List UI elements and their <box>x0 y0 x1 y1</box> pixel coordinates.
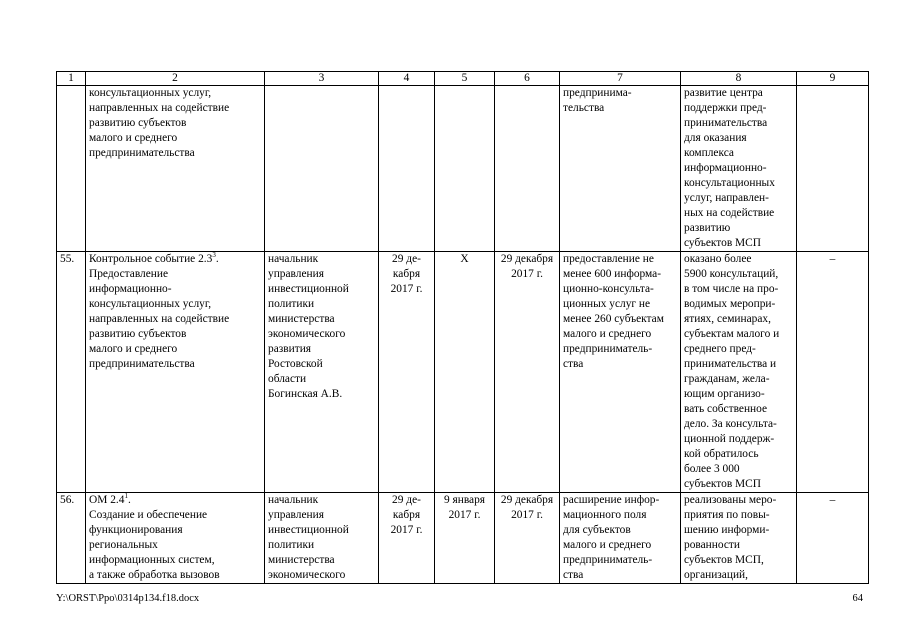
cell-end-date <box>495 86 560 252</box>
actual-result-text: развитие центра поддержки пред- принимательства для оказания комплекса информационно- консультационных услуг, направлен- ных на содействие развитию субъектов МСП <box>684 87 775 249</box>
activity-text: Предоставление информационно- консультационных услуг, направленных на содействие развитию субъектов малого и среднего предпринимательства <box>89 268 230 370</box>
header-col-4: 4 <box>379 72 435 86</box>
cell-responsible: начальник управления инвестиционной политики министерства экономического развития Ростовской области Богинская А.В. <box>265 252 379 493</box>
cell-notes: – <box>797 252 869 493</box>
cell-planned-date: 29 де- кабря 2017 г. <box>379 493 435 584</box>
cell-planned-date <box>379 86 435 252</box>
activity-title: Контрольное событие $2.3^3$. <box>89 251 219 265</box>
cell-responsible: начальник управления инвестиционной политики министерства экономического <box>265 493 379 584</box>
cell-expected-result <box>560 86 681 252</box>
activity-text: консультационных услуг, направленных на содействие развитию субъектов малого и среднего предпринимательства <box>89 87 230 159</box>
header-col-5: 5 <box>435 72 495 86</box>
cell-actual-result: оказано более 5900 консультаций, в том числе на про- водимых меропри- ятиях, семинарах, субъектам малого и среднего пред- принимательства и гражданам, жела- ющим организо- вать собственное дело. За консульта- ционной поддерж- кой обратилось более 3 000 субъектов МСП <box>681 252 797 493</box>
cell-activity <box>86 252 265 493</box>
header-col-3: 3 <box>265 72 379 86</box>
cell-actual-result: реализованы меро- приятия по повы- шению информи- рованности субъектов МСП, организаций, <box>681 493 797 584</box>
cell-notes <box>797 86 869 252</box>
cell-start-date <box>435 86 495 252</box>
cell-responsible <box>265 86 379 252</box>
header-col-1: 1 <box>57 72 86 86</box>
page-number: 64 <box>852 593 863 604</box>
cell-activity <box>86 493 265 584</box>
activity-text: Создание и обеспечение функционирования региональных информационных систем, а также обработка вызовов <box>89 509 220 581</box>
table-row-56 <box>57 493 869 584</box>
cell-planned-date: 29 де- кабря 2017 г. <box>379 252 435 493</box>
header-col-8: 8 <box>681 72 797 86</box>
cell-end-date: 29 декабря 2017 г. <box>495 493 560 584</box>
cell-actual-result <box>681 86 797 252</box>
cell-start-date: Х <box>435 252 495 493</box>
row-number: 56. <box>57 493 86 584</box>
cell-end-date: 29 декабря 2017 г. <box>495 252 560 493</box>
header-row <box>57 72 869 86</box>
cell-notes: – <box>797 493 869 584</box>
plan-table <box>56 71 869 584</box>
header-col-6: 6 <box>495 72 560 86</box>
cell-expected-result: расширение инфор- мационного поля для субъектов малого и среднего предприниматель- ства <box>560 493 681 584</box>
cell-activity <box>86 86 265 252</box>
footer-file-path: Y:\ORST\Ppo\0314p134.f18.docx <box>56 593 200 604</box>
header-col-7: 7 <box>560 72 681 86</box>
row-number: 55. <box>57 252 86 493</box>
cell-start-date: 9 января 2017 г. <box>435 493 495 584</box>
cell-expected-result: предоставление не менее 600 информа- ционно-консульта- ционных услуг не менее 260 субъектам малого и среднего предприниматель- ства <box>560 252 681 493</box>
activity-title: ОМ $2.4^1$. <box>89 492 131 506</box>
header-col-2: 2 <box>86 72 265 86</box>
expected-result-text: предпринима- тельства <box>563 87 632 114</box>
cell-num <box>57 86 86 252</box>
header-col-9: 9 <box>797 72 869 86</box>
table-row-55 <box>57 252 869 493</box>
table-row-continuation <box>57 86 869 252</box>
